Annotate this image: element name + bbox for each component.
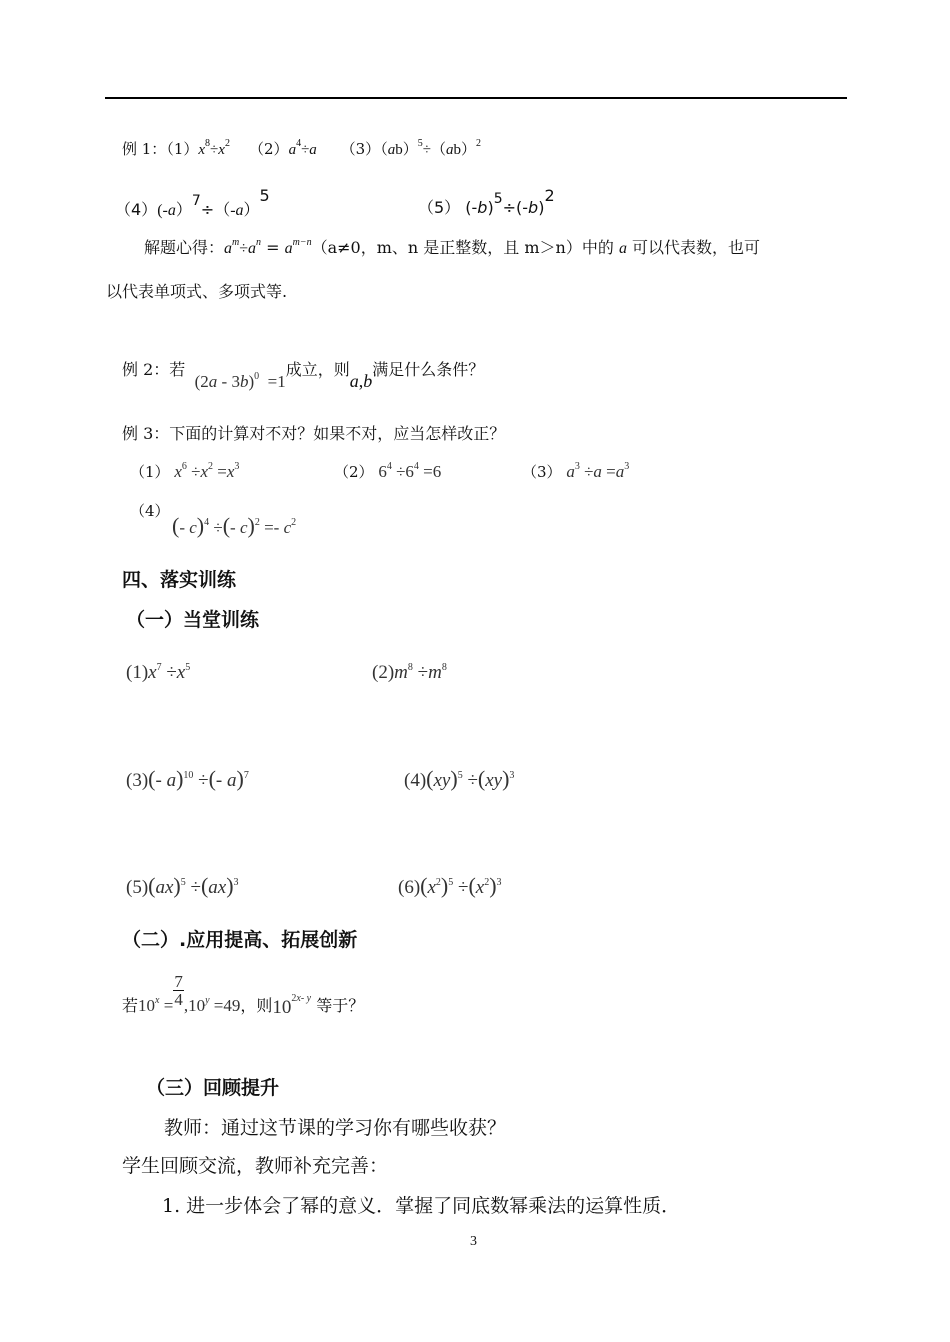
page-number: 3 <box>470 1234 477 1249</box>
example-2: 例 2：若 (2a - 3b)$^0$ =1成立，则a,b满足什么条件？ <box>122 360 485 391</box>
insight-line-1: 解题心得：$a^m\div a^n = a^{m-n}(a\ne 0$，m、n 是正整数，且 m＞n）中的 a 可以代表数，也可 <box>144 237 761 257</box>
student-exchange: 学生回顾交流，教师补充完善： <box>122 1155 389 1177</box>
part-3-title: （三）回顾提升 <box>146 1077 280 1099</box>
example-3-question: 例 3：下面的计算对不对？如果不对，应当怎样改正？ <box>122 424 506 443</box>
example-3-item-3: （3） $a^3 \div a =a^3$ <box>522 461 630 481</box>
header-rule <box>105 97 847 99</box>
part-1-title: （一）当堂训练 <box>126 609 260 631</box>
exercise-5: (5)(ax)$^5$ ÷(ax)$^3$ <box>126 873 239 898</box>
exercise-1: $(1)x^7 \div x^5$ <box>126 662 191 683</box>
insight-line-2: 以代表单项式、多项式等. <box>106 282 288 301</box>
example-1-row-2: $(4)(-a)^7\div(-a)^5$ <box>115 186 270 219</box>
example-3-item-4: (- c)$^4$ ÷(- $c)^2 =- c^2$ <box>172 513 297 538</box>
example-3-item-2: （2） $6^4 \div 6^4 =6$ <box>334 461 442 481</box>
exercise-3: (3)(- a)$^{10}$ ÷(- a)$^7$ <box>126 766 249 791</box>
summary-point-1: 1. 进一步体会了幂的意义．掌握了同底数幂乘法的运算性质． <box>162 1195 681 1217</box>
part-2-problem: 若$10^x$ = $\frac{7}{4}$ $,10^y =49$，则$10^{2x- y}$ 等于？ <box>122 972 365 1018</box>
section-4-title: 四、落实训练 <box>122 569 237 591</box>
exercise-4: (4)(xy)$^5$ ÷(xy)$^3$ <box>404 766 515 791</box>
exercise-6: $(6)(x^2)^5 \div(x^2)^3$ <box>398 873 502 898</box>
example-1-row-2b: （5） $(-b)^5\div(-b)^2$ <box>418 186 555 217</box>
example-3-item-1: （1） $x^6 \div x^2 =x^3$ <box>130 461 240 481</box>
teacher-question: 教师：通过这节课的学习你有哪些收获？ <box>164 1117 507 1139</box>
part-2-title: （二）.应用提高、拓展创新 <box>122 929 358 951</box>
example-1-row-1: 例 1：$(1)x^8\div x^2$ $(2)a^4\div a$ （3）（ab）$^5$÷（ab）$^2$ <box>122 138 481 158</box>
exercise-2: $(2)m^8 \div m^8$ <box>372 662 447 683</box>
example-3-item-4-label: （4） <box>130 502 170 520</box>
